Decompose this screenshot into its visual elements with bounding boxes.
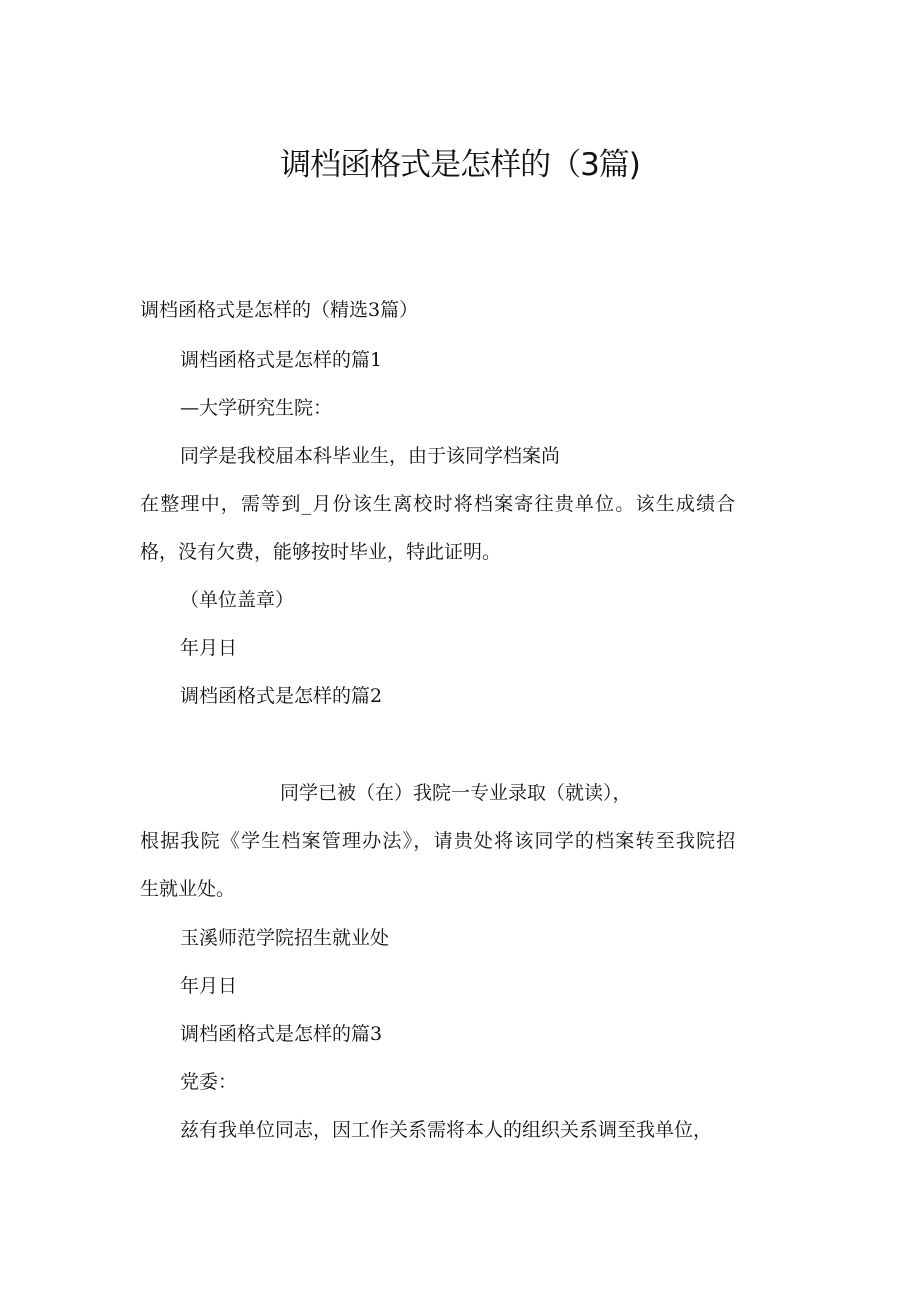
section3-paragraph-line1: 兹有我单位同志，因工作关系需将本人的组织关系调至我单位， xyxy=(180,1119,713,1141)
section1-date: 年月日 xyxy=(180,637,238,659)
document-title: 调档函格式是怎样的（3篇) xyxy=(280,147,640,183)
section2-paragraph-line3: 生就业处。 xyxy=(140,878,236,900)
section3-salutation: 党委： xyxy=(180,1071,238,1093)
section2-date: 年月日 xyxy=(180,975,238,997)
section2-paragraph-line1: 同学已被（在）我院一专业录取（就读）， xyxy=(280,782,632,804)
section1-salutation: —大学研究生院： xyxy=(180,397,333,419)
section1-heading: 调档函格式是怎样的篇1 xyxy=(180,349,383,371)
section2-heading: 调档函格式是怎样的篇2 xyxy=(180,685,383,707)
section2-paragraph-line2: 根据我院《学生档案管理办法》，请贵处将该同学的档案转至我院招 xyxy=(140,830,737,852)
document-subtitle: 调档函格式是怎样的（精选3篇） xyxy=(140,299,419,321)
section1-paragraph-line1: 同学是我校届本科毕业生，由于该同学档案尚 xyxy=(180,445,561,467)
section1-seal: （单位盖章） xyxy=(180,589,295,611)
section1-paragraph-line2: 在整理中，需等到_月份该生离校时将档案寄往贵单位。该生成绩合 xyxy=(140,493,737,515)
section1-paragraph-line3: 格，没有欠费，能够按时毕业，特此证明。 xyxy=(140,541,502,563)
section3-heading: 调档函格式是怎样的篇3 xyxy=(180,1023,383,1045)
section2-signature: 玉溪师范学院招生就业处 xyxy=(180,927,390,949)
